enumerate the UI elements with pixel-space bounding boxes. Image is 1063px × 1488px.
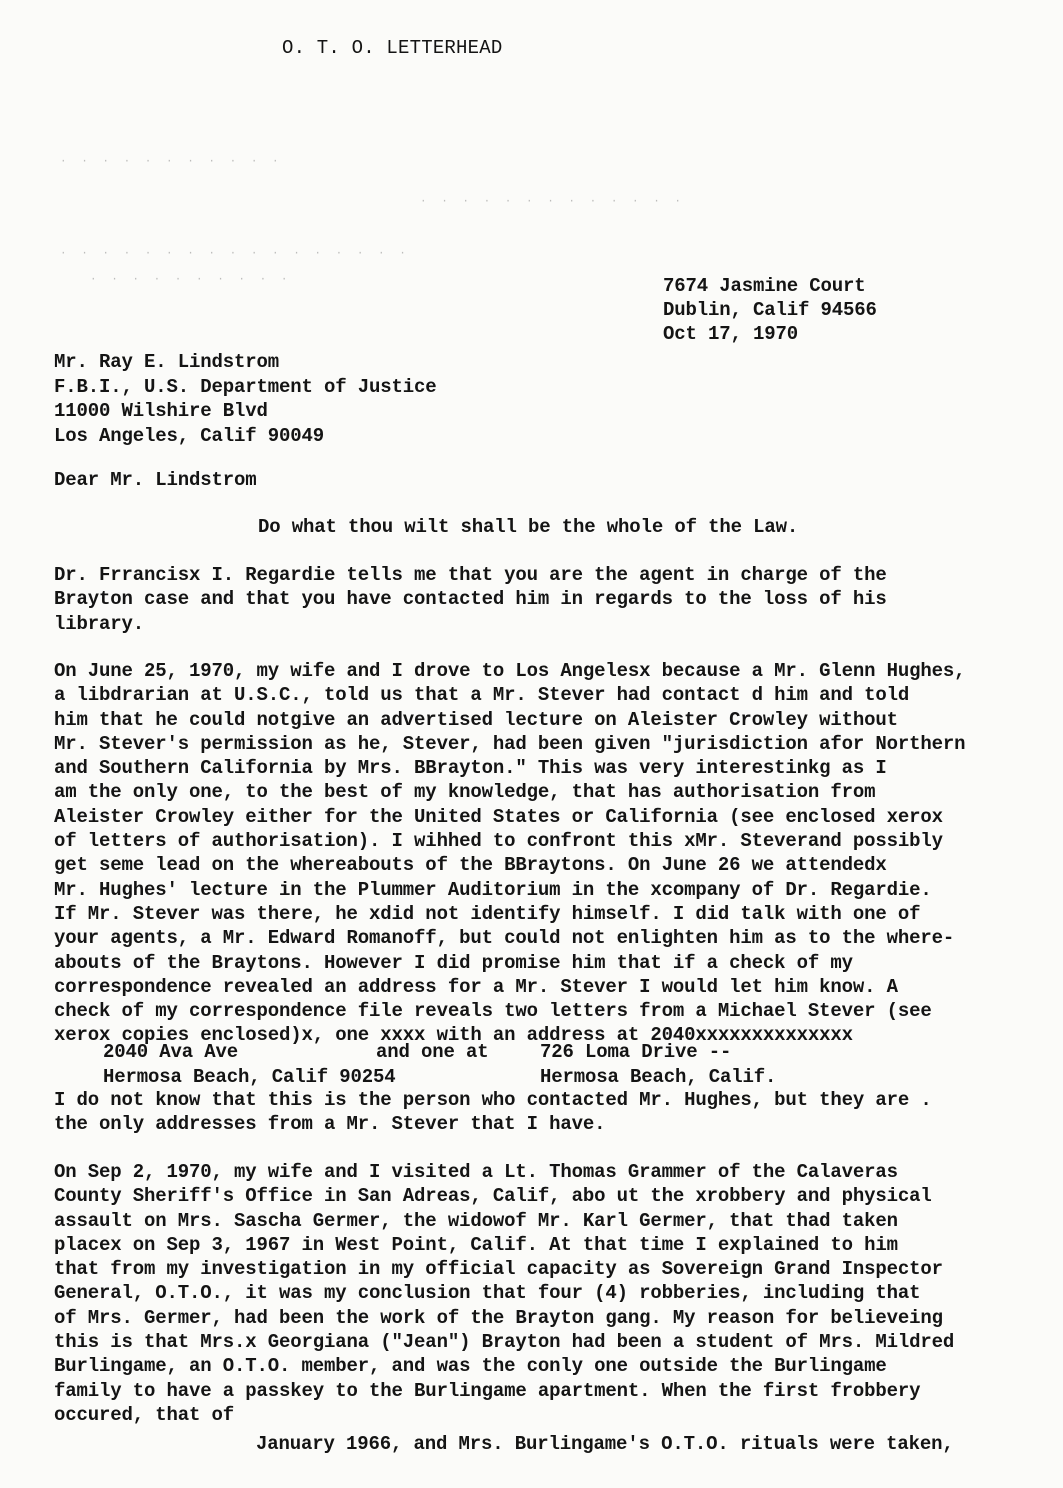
recipient-name: Mr. Ray E. Lindstrom	[54, 351, 280, 373]
scan-noise: · · · · · · · · · · · · · · · · ·	[60, 248, 410, 260]
scan-noise: · · · · · · · · · · · · ·	[420, 196, 686, 208]
text-line: that from my investigation in my official capacity as Sovereign Grand Inspector	[54, 1258, 943, 1281]
text-line: a libdrarian at U.S.C., told us that a Mr. Stever had contact d him and told	[54, 684, 910, 707]
text-line: Brayton case and that you have contacted him in regards to the loss of his	[54, 588, 887, 611]
text-line: Burlingame, an O.T.O. member, and was the conly one outside the Burlingame	[54, 1355, 887, 1378]
text-line: of Mrs. Germer, had been the work of the Brayton gang. My reason for believeing	[54, 1306, 943, 1329]
text-line: this is that Mrs.x Georgiana ("Jean") Brayton had been a student of Mrs. Mildred	[54, 1331, 955, 1354]
text-line: am the only one, to the best of my knowledge, that has authorisation from	[54, 781, 876, 804]
text-line: and Southern California by Mrs. BBrayton." This was very interestinkg as I	[54, 757, 887, 780]
text-line: I do not know that this is the person who contacted Mr. Hughes, but they are .	[54, 1089, 932, 1111]
text-line: placex on Sep 3, 1967 in West Point, Calif. At that time I explained to him	[54, 1233, 898, 1256]
paragraph-2-tail	[54, 1088, 1044, 1137]
text-line: assault on Mrs. Sascha Germer, the widowof Mr. Karl Germer, that thad taken	[54, 1209, 898, 1232]
motto: Do what thou wilt shall be the whole of the Law.	[258, 516, 799, 538]
address-left-street: 2040 Ava Ave	[103, 1041, 239, 1063]
text-line: check of my correspondence file reveals two letters from a Michael Stever (see	[54, 1000, 932, 1023]
salutation: Dear Mr. Lindstrom	[54, 469, 257, 491]
text-line: correspondence revealed an address for a Mr. Stever I would let him know. A	[54, 975, 898, 998]
continuation-line: January 1966, and Mrs. Burlingame's O.T.O. rituals were taken,	[256, 1433, 954, 1455]
recipient-org: F.B.I., U.S. Department of Justice	[54, 375, 437, 398]
text-line: occured, that of	[54, 1403, 235, 1426]
address-left-city: Hermosa Beach, Calif 90254	[103, 1065, 396, 1088]
text-line: On Sep 2, 1970, my wife and I visited a Lt. Thomas Grammer of the Calaveras	[54, 1161, 898, 1183]
text-line: family to have a passkey to the Burlingame apartment. When the first frobbery	[54, 1379, 921, 1402]
paragraph-3	[54, 1160, 1044, 1427]
sender-street: 7674 Jasmine Court	[663, 275, 866, 297]
text-line: get seme lead on the whereabouts of the BBraytons. On June 26 we attendedx	[54, 854, 887, 877]
recipient-address	[54, 350, 437, 448]
letterhead-title: O. T. O. LETTERHEAD	[282, 37, 503, 59]
text-line: of letters of authorisation). I wihhed to confront this xMr. Steverand possibly	[54, 830, 943, 853]
text-line: Mr. Stever's permission as he, Stever, had been given "jurisdiction afor Northern	[54, 732, 966, 755]
scan-noise: · · · · · · · · · · ·	[60, 156, 283, 168]
text-line: Dr. Frrancisx I. Regardie tells me that you are the agent in charge of the	[54, 564, 887, 586]
text-line: Mr. Hughes' lecture in the Plummer Auditorium in the xcompany of Dr. Regardie.	[54, 878, 932, 901]
recipient-street: 11000 Wilshire Blvd	[54, 400, 268, 422]
address-right-street: 726 Loma Drive --	[540, 1041, 732, 1063]
text-line: your agents, a Mr. Edward Romanoff, but could not enlighten him as to the where-	[54, 927, 955, 950]
text-line: County Sheriff's Office in San Adreas, Calif, abo ut the xrobbery and physical	[54, 1185, 932, 1208]
sender-address	[663, 274, 877, 346]
text-line: On June 25, 1970, my wife and I drove to Los Angelesx because a Mr. Glenn Hughes,	[54, 660, 966, 682]
text-line: abouts of the Braytons. However I did promise him that if a check of my	[54, 951, 853, 974]
text-line: him that he could notgive an advertised lecture on Aleister Crowley without	[54, 708, 898, 731]
text-line: xerox copies enclosed)x, one xxxx with an address at 2040xxxxxxxxxxxxxx	[54, 1024, 853, 1047]
paragraph-1	[54, 563, 1044, 636]
text-line: the only addresses from a Mr. Stever that I have.	[54, 1113, 606, 1136]
text-line: General, O.T.O., it was my conclusion that four (4) robberies, including that	[54, 1282, 921, 1305]
paragraph-2	[54, 659, 1044, 1048]
address-joiner: and one at	[376, 1041, 489, 1063]
text-line: Aleister Crowley either for the United States or California (see enclosed xerox	[54, 805, 943, 828]
scan-noise: · · · · · · · · · ·	[90, 274, 292, 286]
letter-date: Oct 17, 1970	[663, 323, 799, 345]
recipient-city: Los Angeles, Calif 90049	[54, 424, 325, 447]
sender-city: Dublin, Calif 94566	[663, 299, 877, 321]
text-line: library.	[54, 612, 145, 635]
address-right-city: Hermosa Beach, Calif.	[540, 1065, 777, 1088]
text-line: If Mr. Stever was there, he xdid not identify himself. I did talk with one of	[54, 902, 921, 925]
